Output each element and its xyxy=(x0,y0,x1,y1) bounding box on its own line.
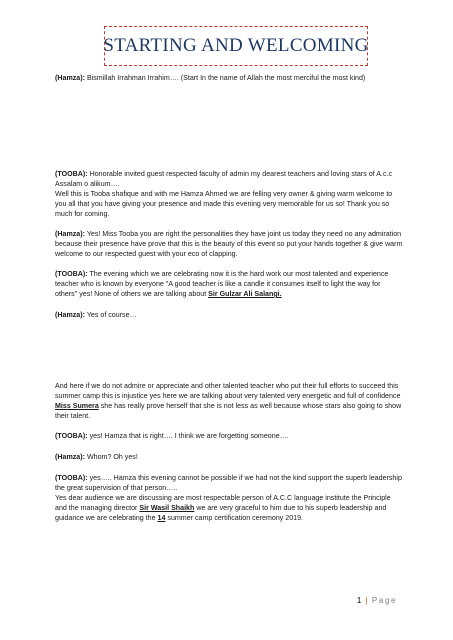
paragraph-tooba-greeting: (TOOBA): Honorable invited guest respected faculty of admin my dearest teachers and loving stars of A.c.c Assalam o alikum…. xyxy=(55,170,393,188)
speaker-label: (Hamza): xyxy=(55,453,85,461)
page-label: Page xyxy=(371,596,397,605)
paragraph-tooba-support: (TOOBA): yes….. Hamza this evening cannot be possible if we had not the kind support the superb leadership the great supervision of that person….. xyxy=(55,474,402,492)
speaker-label: (Hamza): xyxy=(55,311,85,319)
speaker-label: (TOOBA): xyxy=(55,474,88,482)
highlight-name: Sir Wasil Shaikh xyxy=(139,504,195,512)
highlight-name: Miss Sumera xyxy=(55,402,99,410)
speaker-label: (Hamza): xyxy=(55,230,85,238)
paragraph-summer-camp: And here if we do not admire or appreciate and other talented teacher who put their full efforts to succeed this summer camp this is injustice yes here we are talking about very talented very energetic and full of confidence Miss Sumera she has really prove herself that she is not less as well because whose stars also going to show their talent. xyxy=(55,382,402,420)
page-title: STARTING AND WELCOMING xyxy=(103,35,369,56)
paragraph-hamza-admiration: (Hamza): Yes! Miss Tooba you are right the personalities they have joint us today they need no any admiration because their presence have prove that this is the beauty of this event so put your hands together & give warm welcome to our respected guest with your eco of clapping. xyxy=(55,230,403,258)
paragraph-tooba-teacher: (TOOBA): The evening which we are celebrating now it is the hard work our most talented and experience teacher who is known by everyone "A good teacher is like a candle it consumes itself to light the way for others" yes! None of others we are talking about Sir Gulzar Ali Salangi. xyxy=(55,270,389,298)
highlight-number: 14 xyxy=(157,514,166,522)
highlight-name: Sir Gulzar Ali Salangi. xyxy=(208,290,282,298)
speaker-label: (TOOBA): xyxy=(55,170,88,178)
speaker-label: (Hamza): xyxy=(55,74,85,82)
paragraph-hamza-opening: (Hamza): Bismillah Irrahman Irrahim…. (Start In the name of Allah the most merciful the most kind) xyxy=(55,74,366,82)
paragraph-hamza-agree: (Hamza): Yes of course… xyxy=(55,311,137,319)
paragraph-hamza-whom: (Hamza): Whom? Oh yes! xyxy=(55,453,138,461)
paragraph-principal: Yes dear audience we are discussing are most respectable person of A.C.C language institute the Principle and the managing director Sir Wasil Shaikh we are very graceful to him due to his superb leadership and guidance we are celebrating the 14 summer camp certification ceremony 2019. xyxy=(55,494,391,522)
title-box xyxy=(104,26,368,66)
paragraph-tooba-forgetting: (TOOBA): yes! Hamza that is right…. I think we are forgetting someone…. xyxy=(55,432,289,440)
page-number: 1 xyxy=(356,596,362,605)
paragraph-welcome: Well this is Tooba shafique and with me Hamza Ahmed we are felling very owner & giving warm welcome to you all that you have giving your presence and made this evening very memorable for us so! Thank you so much for coming. xyxy=(55,190,393,218)
speaker-label: (TOOBA): xyxy=(55,432,88,440)
speaker-label: (TOOBA): xyxy=(55,270,88,278)
footer-separator: | xyxy=(365,596,368,605)
page-footer xyxy=(357,596,397,605)
